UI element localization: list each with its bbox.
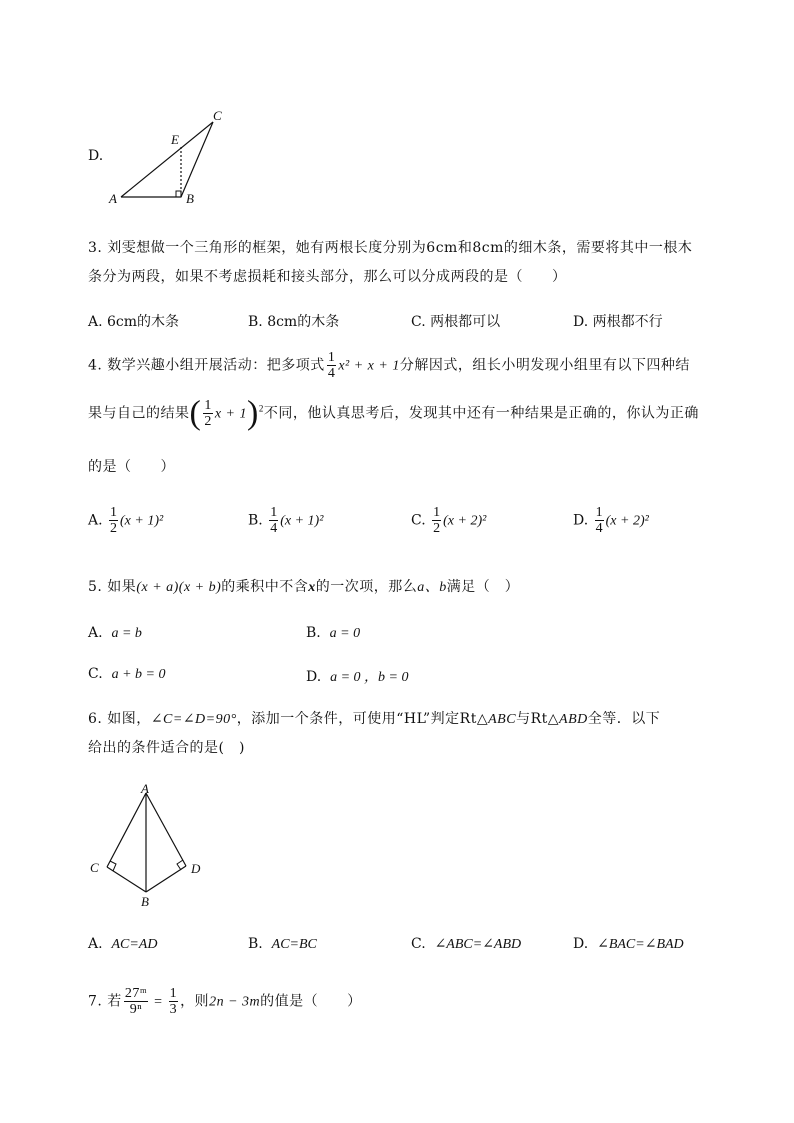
q2-option-d-figure (105, 105, 235, 210)
q6-line-2: 给出的条件适合的是( ) (88, 740, 245, 756)
point-e-label: E (171, 132, 179, 147)
q2-option-d-label: D. (88, 148, 104, 164)
q4-option-b: B. $\frac{1}{4}$ (x + 1)² (248, 505, 324, 536)
q3-option-c: C. 两根都可以 (411, 314, 501, 330)
q4-line-1 (88, 350, 690, 381)
q6-line-1: 6. 如图，∠C=∠D=90°，添加一个条件，可使用“HL”判定Rt△ABC与Rt△ABD全等．以下 (88, 711, 661, 727)
point-b-label: B (186, 191, 194, 206)
q3-option-a: A. 6cm的木条 (88, 314, 180, 330)
q4-suffix: 分解因式，组长小明发现小组里有以下四种结 (399, 357, 690, 374)
q4-option-c: C. $\frac{1}{2}$ (x + 2)² (411, 505, 487, 536)
q7-fraction-lhs: $\frac{\text{27ᵐ}}{\text{9ⁿ}}$ (124, 986, 148, 1017)
q4-option-a: A. $\frac{1}{2}$ (x + 1)² (88, 505, 164, 536)
q4-prefix: 4. 数学兴趣小组开展活动：把多项式 (88, 357, 325, 374)
point-b-label: B (141, 894, 149, 909)
segment-ad (146, 793, 186, 866)
q4-line2-prefix: 果与自己的结果 (88, 405, 190, 422)
q5-option-c: C. a + b = 0 (88, 666, 166, 682)
q6-option-a: A. AC=AD (88, 936, 158, 952)
q4-fraction-quarter: $\frac{1}{4}$ (327, 350, 336, 381)
q5-option-a: A. a = b (88, 625, 142, 641)
segment-ac (121, 122, 213, 197)
q6-option-d: D. ∠BAC=∠BAD (573, 936, 684, 952)
q4-line-3: 的是（ ） (88, 459, 175, 475)
point-c-label: C (90, 860, 99, 875)
q4-fraction-half: $\frac{1}{2}$ (204, 398, 212, 429)
q6-option-c: C. ∠ABC=∠ABD (411, 936, 522, 952)
q5-line-1: 5. 如果(x + a)(x + b)的乘积中不含x的一次项，那么a、b满足（ ） (88, 579, 520, 595)
q4-option-d: D. $\frac{1}{4}$ (x + 2)² (573, 505, 649, 536)
q4-line2-suffix: 不同，他认真思考后，发现其中还有一种结果是正确的，你认为正确 (263, 405, 699, 422)
q5-option-d: D. a = 0 ，b = 0 (306, 669, 409, 685)
q7-fraction-rhs: $\frac{1}{3}$ (169, 986, 178, 1017)
q3-line-1: 3. 刘雯想做一个三角形的框架，她有两根长度分别为6cm和8cm的细木条，需要将其中一根木 (88, 240, 693, 256)
point-a-label: A (109, 191, 117, 206)
q4-line-2: 果与自己的结果( $\frac{1}{2}$ x + 1)$^2$不同，他认真思考后，发现其中还有一种结果是正确的，你认为正确 (88, 394, 699, 432)
segment-bc (181, 122, 213, 197)
point-a-label: A (141, 781, 149, 796)
right-angle-mark (176, 191, 181, 197)
point-c-label: C (213, 108, 222, 123)
point-d-label: D (191, 861, 201, 876)
q3-line-2: 条分为两段，如果不考虑损耗和接头部分，那么可以分成两段的是（ ） (88, 269, 567, 285)
q5-option-b: B. a = 0 (306, 625, 361, 641)
q6-figure (86, 780, 216, 912)
q5-expr: (x + a)(x + b) (136, 580, 222, 595)
q3-option-b: B. 8cm的木条 (248, 314, 340, 330)
segment-ac (107, 793, 146, 867)
q4-inner-expr: x + 1 (214, 406, 247, 422)
q6-option-b: B. AC=BC (248, 936, 317, 952)
q7-line-1: 7. 若 $\frac{\text{27ᵐ}}{\text{9ⁿ}}$ = $\frac{1}{3}$ ，则2n − 3m的值是（ ） (88, 986, 362, 1017)
q4-polynomial: x² + x + 1 (338, 358, 400, 374)
q3-option-d: D. 两根都不行 (573, 314, 663, 330)
segment-db (146, 866, 186, 892)
